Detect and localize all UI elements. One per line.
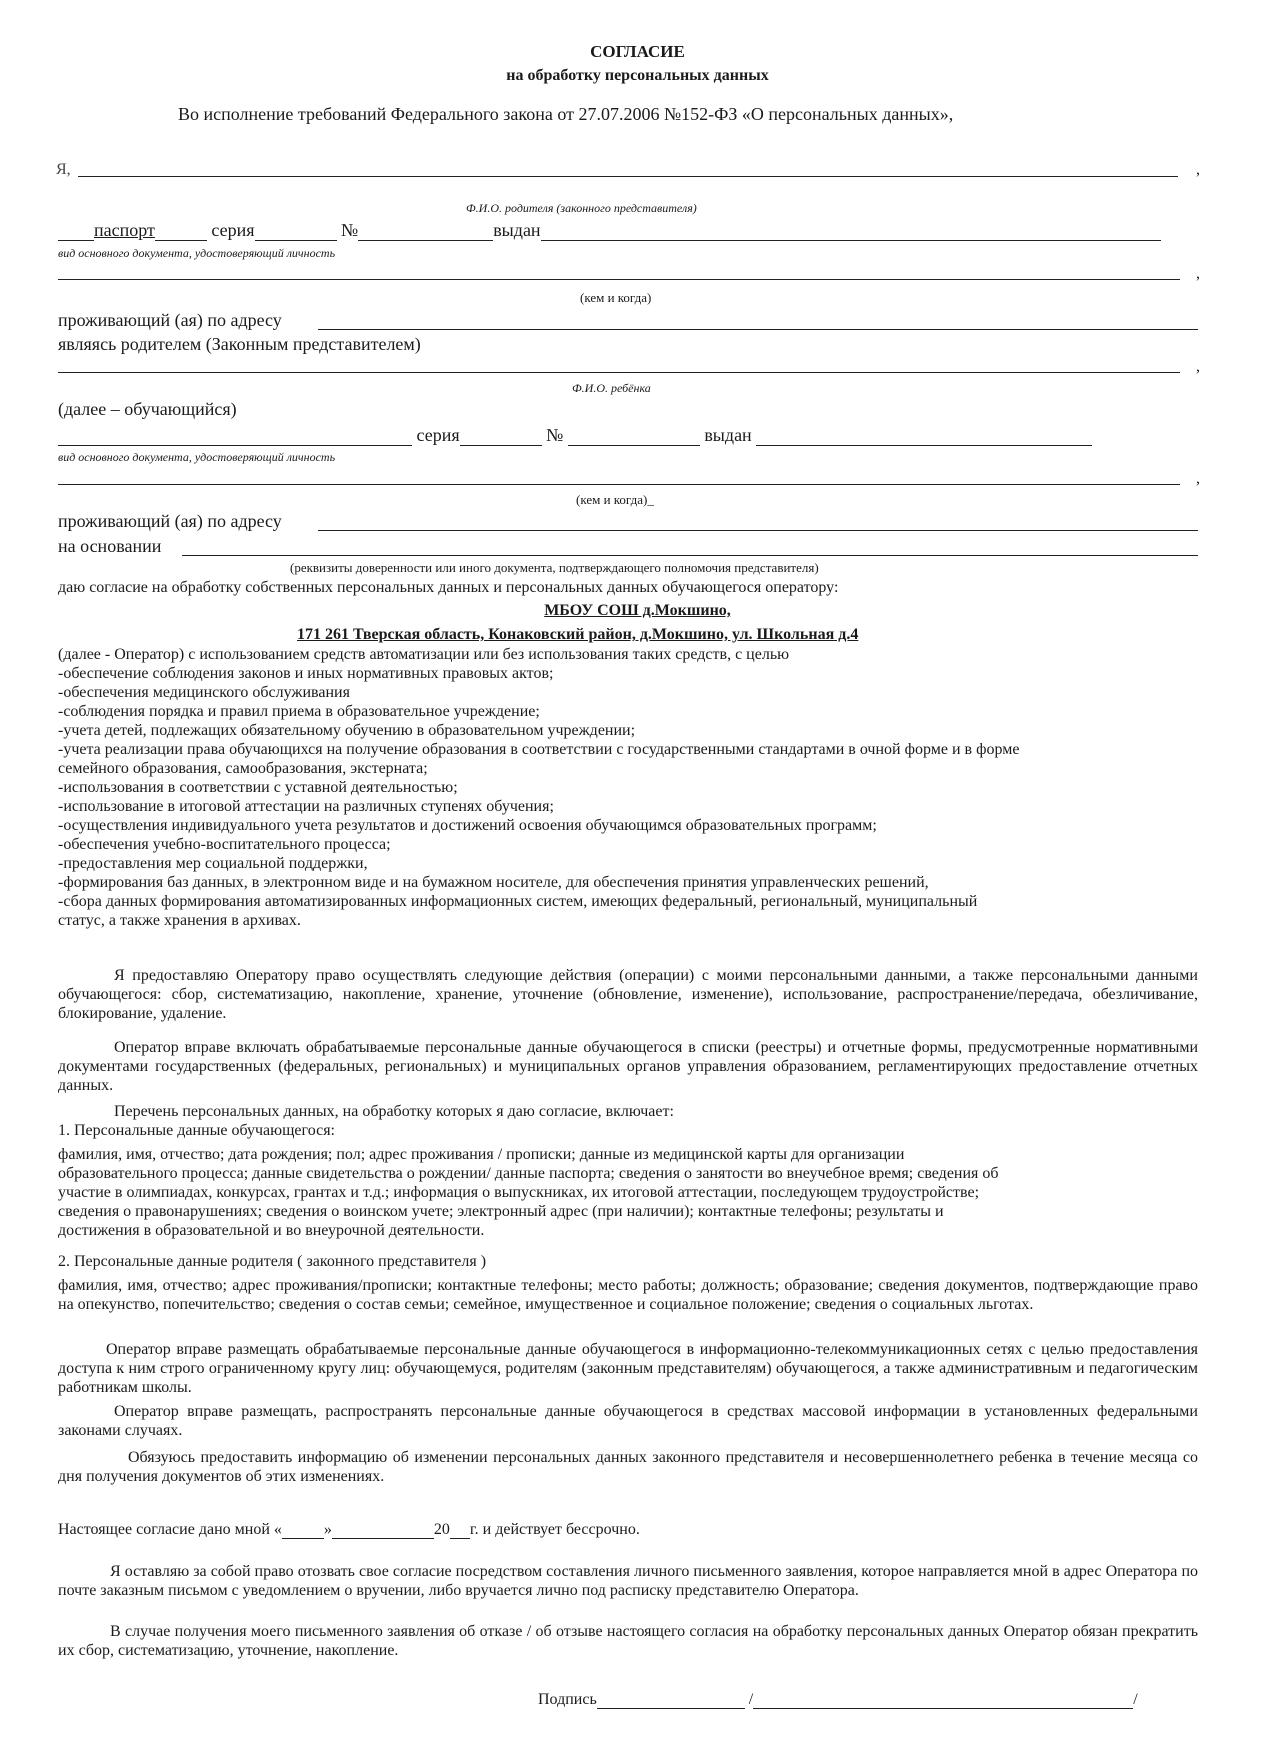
parent-doc-row — [58, 219, 1161, 241]
parent-fio-caption: Ф.И.О. родителя (законного представителя) — [466, 201, 697, 215]
list-item: достижения в образовательной и во внеурочной деятельности. — [58, 1222, 485, 1239]
comma: , — [1196, 265, 1200, 282]
list-item: -сбора данных формирования автоматизированных информационных систем, имеющих федеральный, региональный, муниципальный — [58, 893, 978, 910]
list-item: -учета детей, подлежащих обязательному обучению в образовательном учреждении; — [58, 722, 636, 739]
operator-name: МБОУ СОШ д.Мокшино, — [544, 602, 731, 619]
parent-issued-label: выдан — [493, 220, 541, 240]
consent-line: даю согласие на обработку собственных персональных данных и персональных данных обучающегося оператору: — [58, 579, 839, 596]
signature-field[interactable] — [597, 1692, 745, 1709]
list-item: семейного образования, самообразования, экстерната; — [58, 760, 428, 777]
networks-paragraph: Оператор вправе размещать обрабатываемые персональные данные обучающегося в информационно-телекоммуникационных сетях с целью предоставления доступа к ним строго ограниченному кругу лиц: обучающемуся, родителям (законным представителям) обучающегося, а также административным и педагогическим работникам школы. — [58, 1341, 1198, 1396]
child-seria-field[interactable] — [460, 429, 542, 446]
parent-seria-label: серия — [211, 220, 255, 240]
validity-line — [58, 1520, 640, 1539]
child-address-label: проживающий (ая) по адресу — [58, 511, 282, 531]
signature-row — [538, 1690, 1138, 1709]
list1-title: 1. Персональные данные обучающегося: — [58, 1122, 335, 1139]
child-issued-label: выдан — [704, 425, 752, 445]
validity-day-field[interactable] — [282, 1522, 324, 1539]
list2-text: фамилия, имя, отчество; адрес проживания/прописки; контактные телефоны; место работы; должность; образование; сведения документов, подтверждающие право на опекунство, попечительство; сведения о состав семьи; семейное, имущественное и социальное положение; сведения о социальных льготах. — [58, 1277, 1198, 1313]
list-item: -осуществления индивидуального учета результатов и достижений освоения обучающимся образовательных программ; — [58, 817, 877, 834]
parent-fio-field[interactable] — [78, 176, 1178, 177]
media-paragraph: Оператор вправе размещать, распространять персональные данные обучающегося в средствах массовой информации в установленных федеральными законами случаях. — [58, 1403, 1198, 1439]
basis-label: на основании — [58, 536, 162, 556]
revoke-paragraph: Я оставляю за собой право отозвать свое согласие посредством составления личного письменного заявления, которое направляется мной в адрес Оператора по почте заказным письмом с уведомлением о вручении, либо вручается лично под расписку представителю Оператора. — [58, 1563, 1198, 1599]
list-item: -формирования баз данных, в электронном виде и на бумажном носителе, для обеспечения принятия управленческих решений, — [58, 874, 929, 891]
parent-who-when-caption: (кем и когда) — [580, 290, 652, 305]
child-number-label: № — [546, 425, 564, 445]
child-further-label: (далее – обучающийся) — [58, 399, 237, 419]
parent-address-field[interactable] — [318, 329, 1198, 330]
list-item: участие в олимпиадах, конкурсах, грантах и т.д.; информация о выпускниках, их итоговой аттестации, последующем трудоустройстве; — [58, 1184, 980, 1201]
signature-slash-2: / — [1133, 1691, 1138, 1708]
being-parent-label: являясь родителем (Законным представителем) — [58, 334, 421, 354]
parent-address-label: проживающий (ая) по адресу — [58, 310, 282, 330]
child-doc-field[interactable] — [58, 429, 412, 446]
comma: , — [1196, 470, 1200, 487]
parent-seria-field[interactable] — [255, 224, 337, 241]
child-issued-field[interactable] — [756, 429, 1092, 446]
list-item: -учета реализации права обучающихся на получение образования в соответствии с государственными стандартами в очной форме и в форме — [58, 741, 1020, 758]
comma: , — [1196, 161, 1200, 178]
list-item: -соблюдения порядка и правил приема в образовательное учреждение; — [58, 703, 540, 720]
validity-prefix: Настоящее согласие дано мной « — [58, 1521, 282, 1538]
child-fio-field[interactable] — [58, 372, 1180, 373]
list-item: -предоставления мер социальной поддержки, — [58, 855, 368, 872]
signature-label: Подпись — [538, 1691, 597, 1708]
child-number-field[interactable] — [568, 429, 700, 446]
list-item: -обеспечения учебно-воспитательного процесса; — [58, 836, 391, 853]
purposes-list — [58, 645, 1019, 930]
list-item: образовательного процесса; данные свидетельства о рождении/ данные паспорта; сведения о занятости во внеучебное время; сведения об — [58, 1165, 999, 1182]
child-who-when-caption: (кем и когда)_ — [576, 492, 654, 507]
doc-suffix-field[interactable] — [155, 224, 207, 241]
child-doc-row — [58, 424, 1092, 446]
operator-address: 171 261 Тверская область, Конаковский район, д.Мокшино, ул. Школьная д.4 — [297, 626, 859, 643]
list-item: фамилия, имя, отчество; дата рождения; пол; адрес проживания / прописки; данные из медицинской карты для организации — [58, 1146, 905, 1163]
list-item: (далее - Оператор) с использованием средств автоматизации или без использования таких средств, с целью — [58, 646, 790, 663]
list1-lines — [58, 1145, 999, 1240]
validity-suffix: г. и действует бессрочно. — [469, 1521, 640, 1538]
document-title: СОГЛАСИЕ — [590, 42, 685, 61]
child-seria-label: серия — [416, 425, 460, 445]
validity-year-field[interactable] — [450, 1522, 470, 1539]
child-address-field[interactable] — [318, 530, 1198, 531]
validity-year-prefix: 20 — [433, 1521, 450, 1538]
validity-quote: » — [323, 1521, 332, 1538]
basis-caption: (реквизиты доверенности или иного документа, подтверждающего полномочия представителя) — [290, 560, 819, 575]
document-subtitle: на обработку персональных данных — [506, 67, 769, 84]
registers-paragraph: Оператор вправе включать обрабатываемые персональные данные обучающегося в списки (реестры) и отчетные формы, предусмотренные нормативными документами государственных (федеральных, региональных) и муниципальных органов управления образованием, регламентирующих предоставление отчетных данных. — [58, 1039, 1198, 1094]
parent-doc-caption: вид основного документа, удостоверяющий личность — [58, 246, 336, 260]
signature-name-field[interactable] — [753, 1692, 1133, 1709]
list-item: -обеспечение соблюдения законов и иных нормативных правовых актов; — [58, 665, 554, 682]
obligation-paragraph: Обязуюсь предоставить информацию об изменении персональных данных законного представителя и несовершеннолетнего ребенка в течение месяца со дня получения документов об этих изменениях. — [58, 1449, 1198, 1485]
parent-ya-label: Я, — [56, 161, 71, 178]
child-fio-caption: Ф.И.О. ребёнка — [572, 381, 651, 395]
list-item: -использования в соответствии с уставной деятельностью; — [58, 779, 458, 796]
parent-issuer-field[interactable] — [58, 279, 1180, 280]
signature-slash-1: / — [748, 1691, 754, 1708]
parent-number-field[interactable] — [358, 224, 493, 241]
intro-line: Во исполнение требований Федерального закона от 27.07.2006 №152-ФЗ «О персональных данных», — [178, 104, 954, 124]
list-item: сведения о правонарушениях; сведения о воинском учете; электронный адрес (при наличии); контактные телефоны; результаты и — [58, 1203, 944, 1220]
child-doc-caption: вид основного документа, удостоверяющий личность — [58, 450, 336, 464]
list-item: -обеспечения медицинского обслуживания — [58, 684, 350, 701]
list-item: статус, а также хранения в архивах. — [58, 912, 301, 929]
parent-issued-field[interactable] — [541, 224, 1161, 241]
list2-title: 2. Персональные данные родителя ( законного представителя ) — [58, 1253, 487, 1270]
actions-paragraph: Я предоставляю Оператору право осуществлять следующие действия (операции) с моими персональными данными, а также персональными данными обучающегося: сбор, систематизацию, накопление, хранение, уточнение (обновление, изменение), использование, распространение/передача, обезличивание, блокирование, удаление. — [58, 967, 1198, 1022]
list-item: -использование в итоговой аттестации на различных ступенях обучения; — [58, 798, 554, 815]
list-intro: Перечень персональных данных, на обработку которых я даю согласие, включает: — [114, 1103, 674, 1120]
child-issuer-field[interactable] — [58, 484, 1180, 485]
parent-doc-type: паспорт — [94, 220, 155, 240]
doc-prefix-field[interactable] — [58, 224, 94, 241]
refusal-paragraph: В случае получения моего письменного заявления об отказе / об отзыве настоящего согласия на обработку персональных данных Оператор обязан прекратить их сбор, систематизацию, уточнение, накопление. — [58, 1623, 1198, 1659]
comma: , — [1196, 358, 1200, 375]
basis-field[interactable] — [182, 555, 1198, 556]
parent-number-label: № — [341, 220, 359, 240]
validity-month-field[interactable] — [332, 1522, 434, 1539]
